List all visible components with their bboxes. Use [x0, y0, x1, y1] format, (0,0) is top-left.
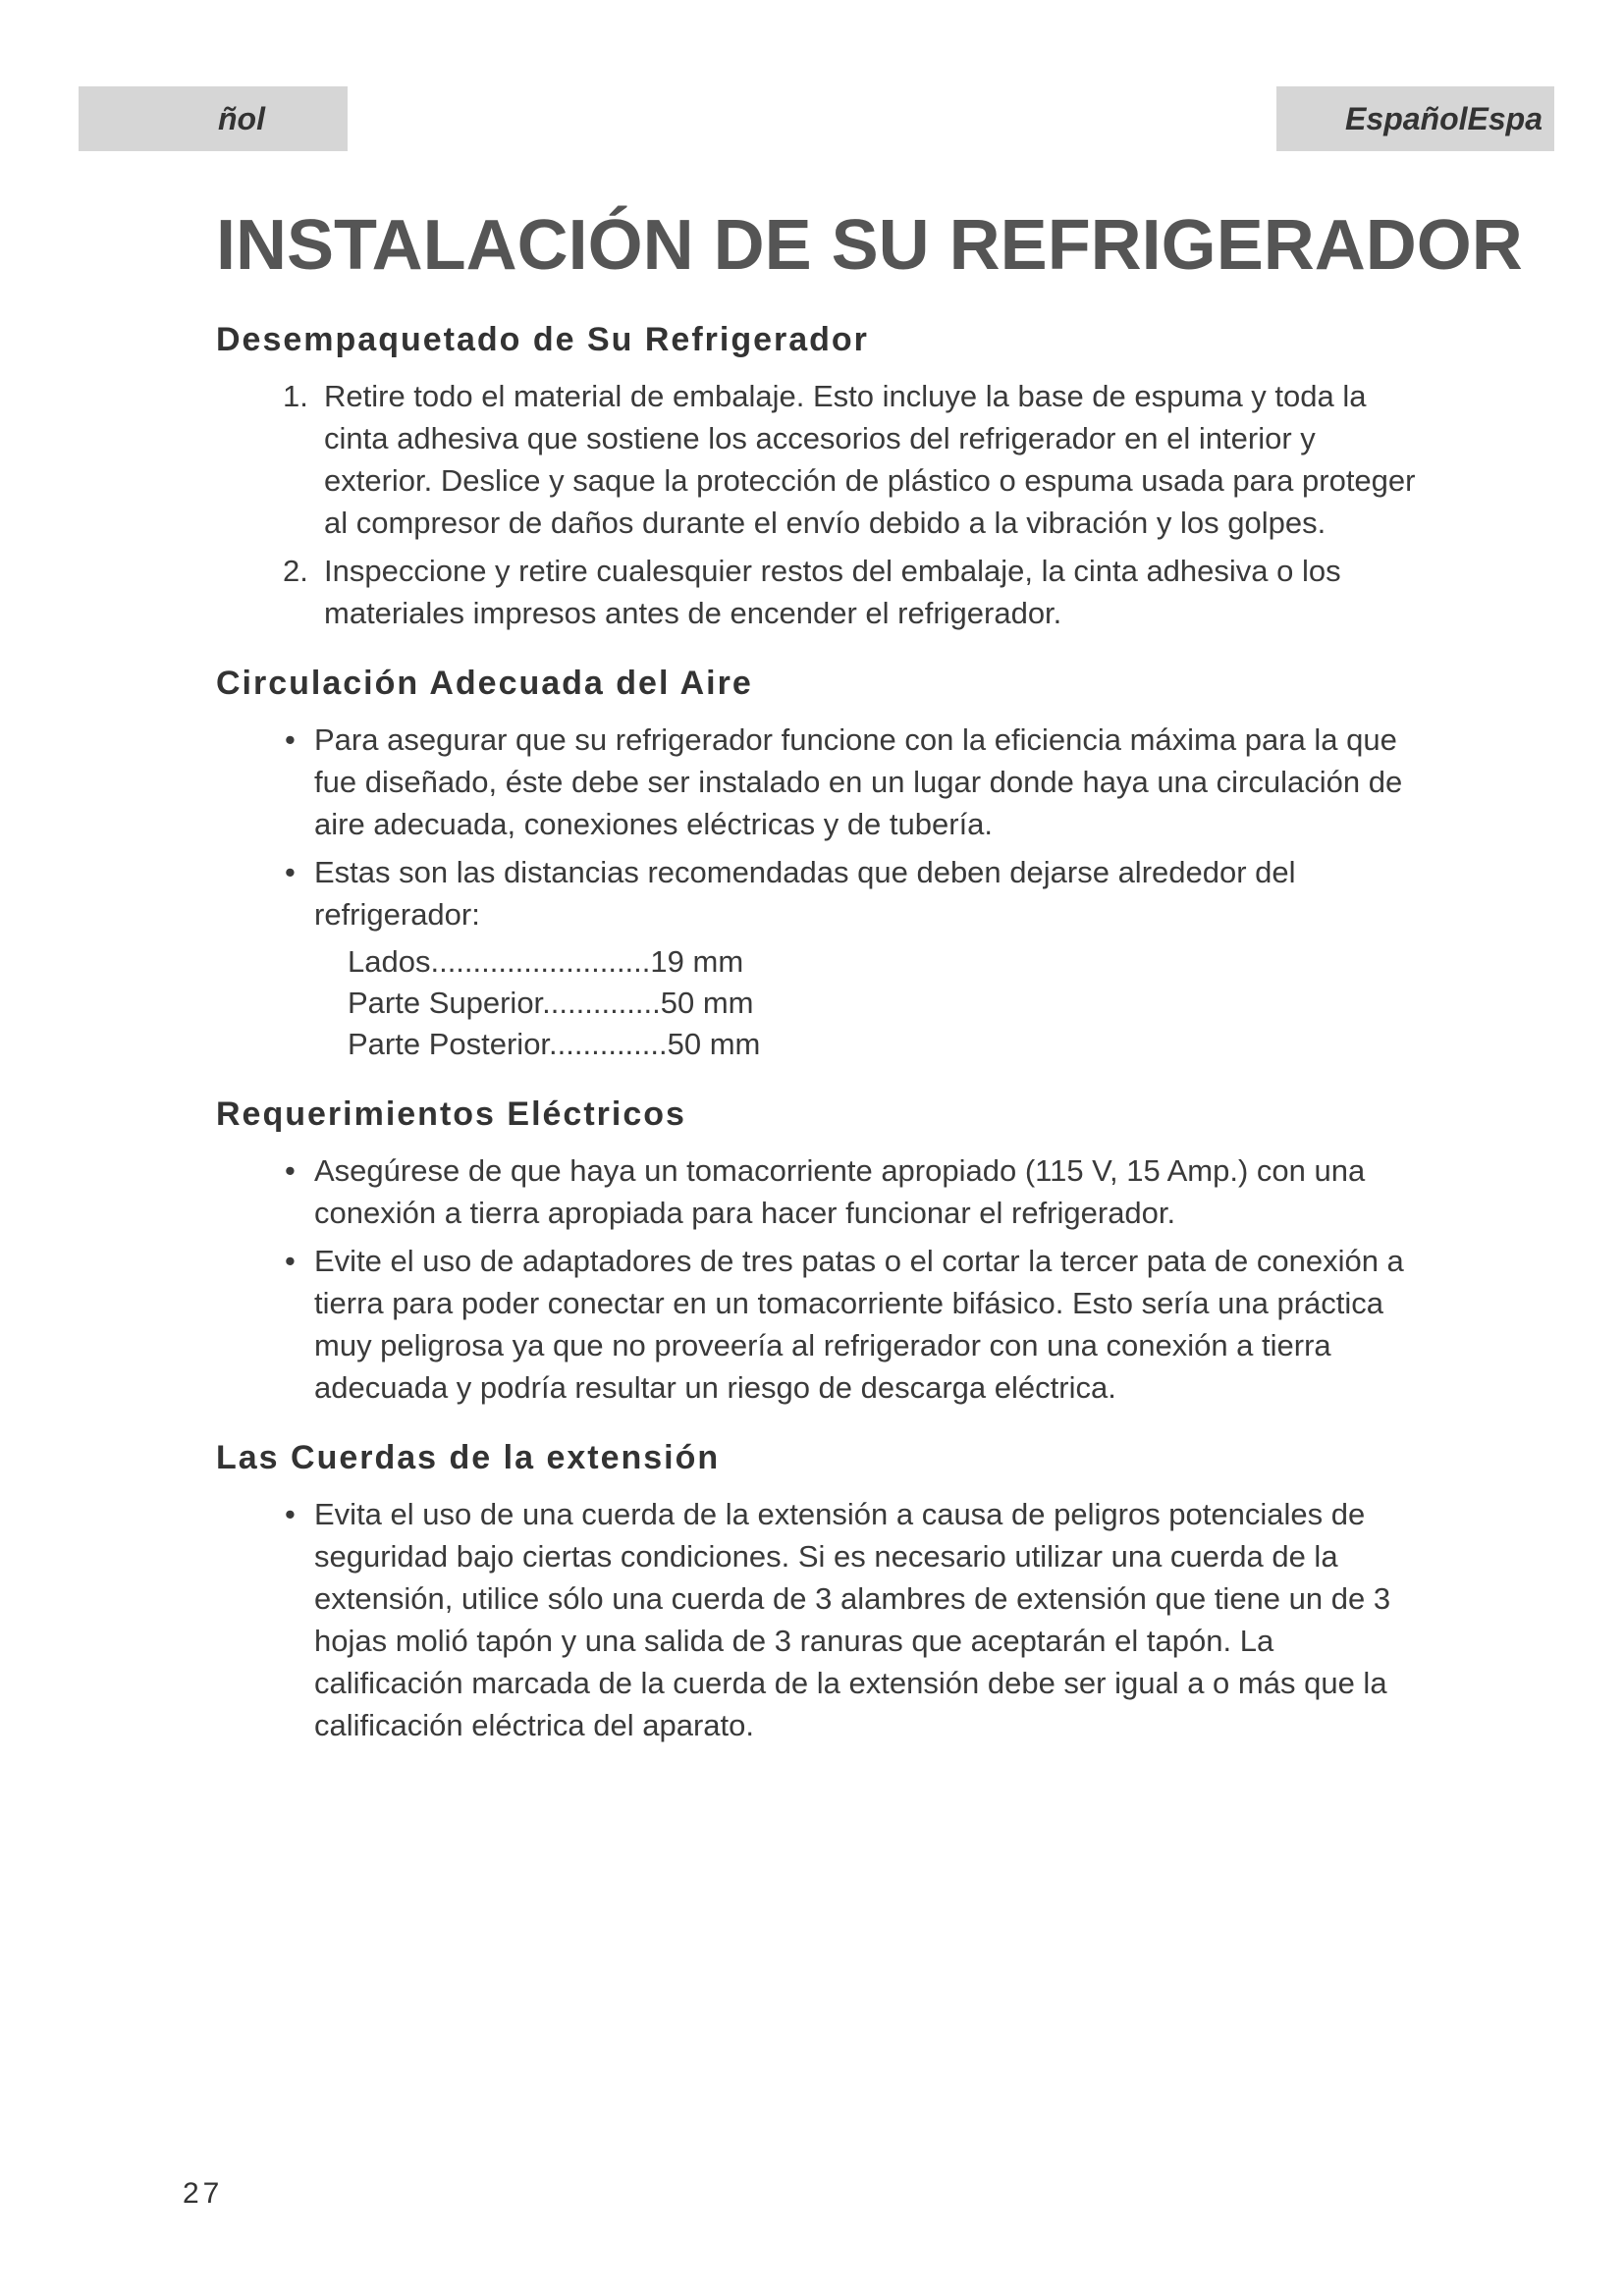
bullet-list: [216, 719, 1424, 935]
list-item-text: Inspeccione y retire cualesquier restos del embalaje, la cinta adhesiva o los materiales impresos antes de encender el refrigerador.: [324, 554, 1341, 630]
distance-row: Parte Superior..............50 mm: [348, 986, 754, 1020]
bullet-icon: •: [285, 1153, 296, 1188]
list-item: [216, 1240, 1424, 1409]
section-heading: Las Cuerdas de la extensión: [216, 1439, 721, 1476]
list-item: [216, 851, 1424, 935]
list-item-text: Retire todo el material de embalaje. Esto incluye la base de espuma y toda la cinta adhesiva que sostiene los accesorios del refrigerador en el interior y exterior. Deslice y saque la protección de plástico o espuma usada para proteger al compresor de daños durante el envío debido a la vibración y los golpes.: [324, 379, 1416, 540]
list-item: [216, 375, 1424, 544]
bullet-icon: •: [285, 722, 296, 757]
list-item: [216, 550, 1424, 634]
bullet-list: [216, 1149, 1424, 1409]
list-item: [216, 1493, 1424, 1746]
section-unpacking: [216, 312, 1424, 634]
list-item-text: Evite el uso de adaptadores de tres patas o el cortar la tercer pata de conexión a tierra para poder conectar en un tomacorriente bifásico. Esto sería una práctica muy peligrosa ya que no proveería al refrigerador con una conexión a tierra adecuada y podría resultar un riesgo de descarga eléctrica.: [314, 1244, 1404, 1405]
section-extension-cords: [216, 1430, 1424, 1746]
list-item-text: Evita el uso de una cuerda de la extensión a causa de peligros potenciales de seguridad bajo ciertas condiciones. Si es necesario utilizar una cuerda de la extensión, utilice sólo una cuerda de 3 alambres de extensión que tiene un de 3 hojas molió tapón y una salida de 3 ranuras que aceptarán el tapón. La calificación marcada de la cuerda de la extensión debe ser igual a o más que la calificación eléctrica del aparato.: [314, 1497, 1391, 1742]
list-item: [216, 1149, 1424, 1234]
section-heading: Circulación Adecuada del Aire: [216, 665, 753, 702]
section-electrical: [216, 1087, 1424, 1409]
list-number: 1.: [283, 379, 308, 413]
section-heading: Desempaquetado de Su Refrigerador: [216, 321, 869, 358]
page-title: INSTALACIÓN DE SU REFRIGERADOR: [216, 206, 1523, 285]
list-item-text: Estas son las distancias recomendadas que deben dejarse alrededor del refrigerador:: [314, 855, 1296, 932]
document-body: [216, 312, 1424, 1768]
list-number: 2.: [283, 554, 308, 588]
distances-table: [348, 941, 1424, 1065]
list-item-text: Para asegurar que su refrigerador funcione con la eficiencia máxima para la que fue diseñado, éste debe ser instalado en un lugar donde haya una circulación de aire adecuada, conexiones eléctricas y de tubería.: [314, 722, 1403, 841]
list-item: [216, 719, 1424, 845]
section-air-circulation: [216, 656, 1424, 1065]
distance-row: Lados..........................19 mm: [348, 944, 744, 979]
section-heading: Requerimientos Eléctricos: [216, 1095, 686, 1133]
header-tab-right: [1276, 86, 1554, 151]
distance-row: Parte Posterior..............50 mm: [348, 1027, 761, 1061]
header-tab-right-label: EspañolEspa: [1345, 101, 1543, 136]
page-number: 27: [183, 2177, 224, 2210]
numbered-list: [216, 375, 1424, 634]
bullet-icon: •: [285, 1497, 296, 1531]
list-item-text: Asegúrese de que haya un tomacorriente apropiado (115 V, 15 Amp.) con una conexión a tierra apropiada para hacer funcionar el refrigerador.: [314, 1153, 1366, 1230]
bullet-icon: •: [285, 1244, 296, 1278]
header-tab-left-label: ñol: [218, 101, 265, 136]
bullet-list: [216, 1493, 1424, 1746]
bullet-icon: •: [285, 855, 296, 889]
header-tab-left: [79, 86, 348, 151]
